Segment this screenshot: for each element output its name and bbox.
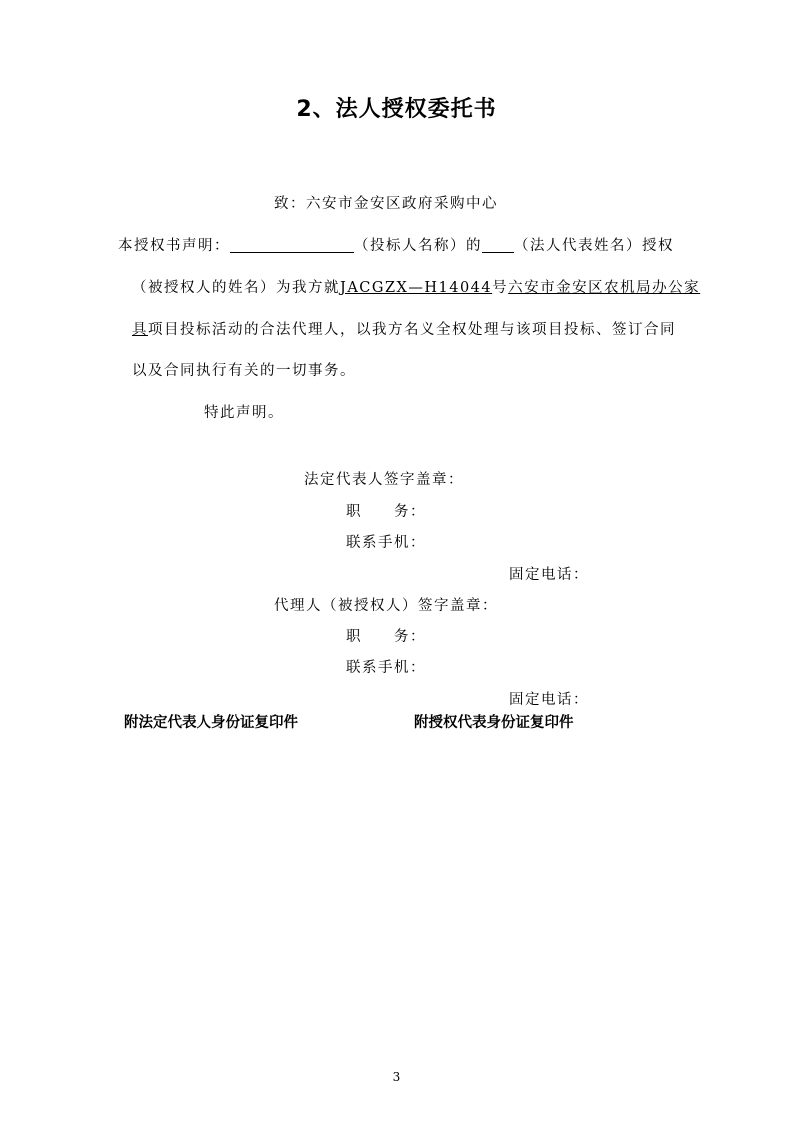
- attachment-agent-id: 附授权代表身份证复印件: [414, 715, 574, 731]
- statement-scope: 项目投标活动的合法代理人，以我方名义全权处理与该项目投标、签订合同: [148, 322, 676, 338]
- statement-line-3: [132, 318, 676, 339]
- agent-phone-label: 固定电话：: [509, 692, 589, 708]
- legal-rep-signature-label: 法定代表人签字盖章：: [304, 472, 464, 488]
- authorized-person-hint: （被授权人的姓名）为我方就: [132, 280, 340, 296]
- legal-rep-name-hint: （法人代表姓名）授权: [514, 238, 674, 254]
- attachment-legal-rep-id: 附法定代表人身份证复印件: [124, 715, 298, 731]
- document-title: 2、法人授权委托书: [296, 97, 497, 122]
- project-name-part-1: 六安市金安区农机局办公家: [508, 280, 701, 296]
- legal-rep-phone-label: 固定电话：: [509, 567, 589, 583]
- statement-line-4: 以及合同执行有关的一切事务。: [132, 363, 356, 379]
- legal-rep-mobile-label: 联系手机：: [346, 535, 426, 551]
- agent-position-label: 职 务：: [346, 629, 426, 645]
- page-number: 3: [392, 1070, 401, 1084]
- agent-mobile-label: 联系手机：: [346, 660, 426, 676]
- agent-signature-label: 代理人（被授权人）签字盖章：: [274, 598, 498, 614]
- statement-intro: 本授权书声明：: [118, 238, 230, 254]
- bidder-name-hint: （投标人名称）的: [354, 238, 482, 254]
- addressee: 致：六安市金安区政府采购中心: [274, 196, 498, 212]
- legal-rep-name-blank: [482, 236, 514, 253]
- declaration: 特此声明。: [204, 405, 284, 421]
- statement-line-1: [118, 234, 674, 255]
- statement-line-2: [132, 276, 700, 297]
- project-name-part-2: 具: [132, 322, 148, 338]
- project-number-suffix: 号: [492, 280, 509, 296]
- legal-rep-position-label: 职 务：: [346, 504, 426, 520]
- project-code: JACGZX—H14044: [340, 280, 493, 296]
- bidder-name-blank: [230, 236, 354, 253]
